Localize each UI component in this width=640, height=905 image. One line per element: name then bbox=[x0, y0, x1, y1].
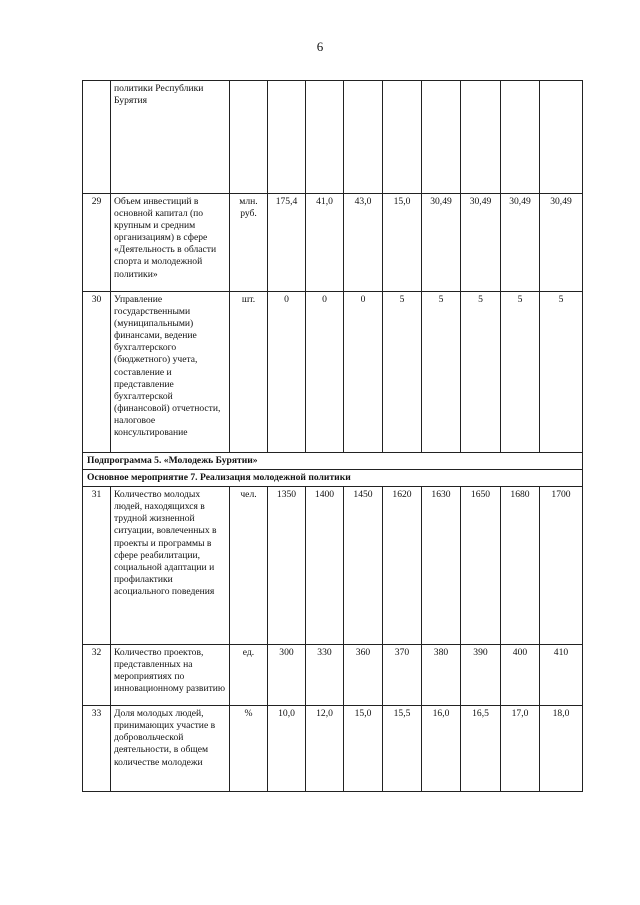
indicator-value: 390 bbox=[461, 645, 501, 706]
row-number: 32 bbox=[83, 645, 111, 706]
indicator-value: 18,0 bbox=[540, 706, 583, 792]
row-number: 33 bbox=[83, 706, 111, 792]
indicator-value: 1630 bbox=[422, 487, 461, 645]
table-row bbox=[83, 645, 583, 706]
section-row bbox=[83, 453, 583, 470]
indicator-value: 1620 bbox=[383, 487, 422, 645]
row-number: 31 bbox=[83, 487, 111, 645]
indicator-value: 41,0 bbox=[306, 194, 344, 292]
table-row bbox=[83, 292, 583, 453]
indicator-value bbox=[501, 81, 540, 194]
indicator-value: 0 bbox=[344, 292, 383, 453]
indicator-name: Объем инвестиций в основной капитал (по крупным и средним организациям) в сфере «Деятельность в области спорта и молодежной политики» bbox=[111, 194, 230, 292]
table-row bbox=[83, 706, 583, 792]
indicator-value: 10,0 bbox=[268, 706, 306, 792]
indicator-value: 1700 bbox=[540, 487, 583, 645]
indicator-value: 17,0 bbox=[501, 706, 540, 792]
indicator-name: Количество проектов, представленных на мероприятиях по инновационному развитию bbox=[111, 645, 230, 706]
indicator-value: 5 bbox=[501, 292, 540, 453]
indicator-value: 330 bbox=[306, 645, 344, 706]
indicator-value: 15,0 bbox=[344, 706, 383, 792]
indicator-value: 370 bbox=[383, 645, 422, 706]
indicator-value bbox=[306, 81, 344, 194]
indicator-value bbox=[461, 81, 501, 194]
table-body bbox=[83, 81, 583, 792]
unit-of-measure: % bbox=[230, 706, 268, 792]
indicator-name: Количество молодых людей, находящихся в трудной жизненной ситуации, вовлеченных в проекты и программы в сфере реабилитации, социальной адаптации и профилактики асоциального поведения bbox=[111, 487, 230, 645]
row-number bbox=[83, 81, 111, 194]
indicator-value: 30,49 bbox=[501, 194, 540, 292]
indicator-value: 5 bbox=[383, 292, 422, 453]
indicator-value: 16,0 bbox=[422, 706, 461, 792]
page-number: 6 bbox=[316, 39, 324, 54]
indicator-value: 380 bbox=[422, 645, 461, 706]
indicator-value: 410 bbox=[540, 645, 583, 706]
table-row bbox=[83, 194, 583, 292]
unit-of-measure bbox=[230, 81, 268, 194]
indicator-value: 1450 bbox=[344, 487, 383, 645]
row-number: 29 bbox=[83, 194, 111, 292]
indicator-name: Управление государственными (муниципальными) финансами, ведение бухгалтерского (бюджетного) учета, составление и представление бухгалтерской (финансовой) отчетности, налоговое консультирование bbox=[111, 292, 230, 453]
indicator-name: политики Республики Бурятия bbox=[111, 81, 230, 194]
section-title: Основное мероприятие 7. Реализация молодежной политики bbox=[83, 470, 583, 487]
indicator-value: 0 bbox=[268, 292, 306, 453]
unit-of-measure: млн. руб. bbox=[230, 194, 268, 292]
indicator-value: 16,5 bbox=[461, 706, 501, 792]
indicator-value: 5 bbox=[540, 292, 583, 453]
indicator-value: 1350 bbox=[268, 487, 306, 645]
row-number: 30 bbox=[83, 292, 111, 453]
indicators-table bbox=[82, 80, 583, 792]
indicator-value: 1680 bbox=[501, 487, 540, 645]
indicator-value: 15,5 bbox=[383, 706, 422, 792]
indicator-value: 43,0 bbox=[344, 194, 383, 292]
indicator-value bbox=[344, 81, 383, 194]
indicator-value: 15,0 bbox=[383, 194, 422, 292]
indicator-value: 30,49 bbox=[422, 194, 461, 292]
indicator-value: 400 bbox=[501, 645, 540, 706]
indicator-value: 5 bbox=[461, 292, 501, 453]
indicator-value: 300 bbox=[268, 645, 306, 706]
indicator-value bbox=[383, 81, 422, 194]
indicator-value: 175,4 bbox=[268, 194, 306, 292]
indicator-value: 30,49 bbox=[540, 194, 583, 292]
indicator-name: Доля молодых людей, принимающих участие в добровольческой деятельности, в общем количестве молодежи bbox=[111, 706, 230, 792]
unit-of-measure: шт. bbox=[230, 292, 268, 453]
indicator-value bbox=[268, 81, 306, 194]
table-row bbox=[83, 487, 583, 645]
section-row bbox=[83, 470, 583, 487]
unit-of-measure: ед. bbox=[230, 645, 268, 706]
indicator-value bbox=[422, 81, 461, 194]
indicator-value: 5 bbox=[422, 292, 461, 453]
indicator-value: 1400 bbox=[306, 487, 344, 645]
unit-of-measure: чел. bbox=[230, 487, 268, 645]
indicator-value: 1650 bbox=[461, 487, 501, 645]
indicator-value: 30,49 bbox=[461, 194, 501, 292]
indicator-value: 12,0 bbox=[306, 706, 344, 792]
table-row bbox=[83, 81, 583, 194]
indicator-value: 0 bbox=[306, 292, 344, 453]
indicator-value: 360 bbox=[344, 645, 383, 706]
section-title: Подпрограмма 5. «Молодежь Бурятии» bbox=[83, 453, 583, 470]
indicator-value bbox=[540, 81, 583, 194]
